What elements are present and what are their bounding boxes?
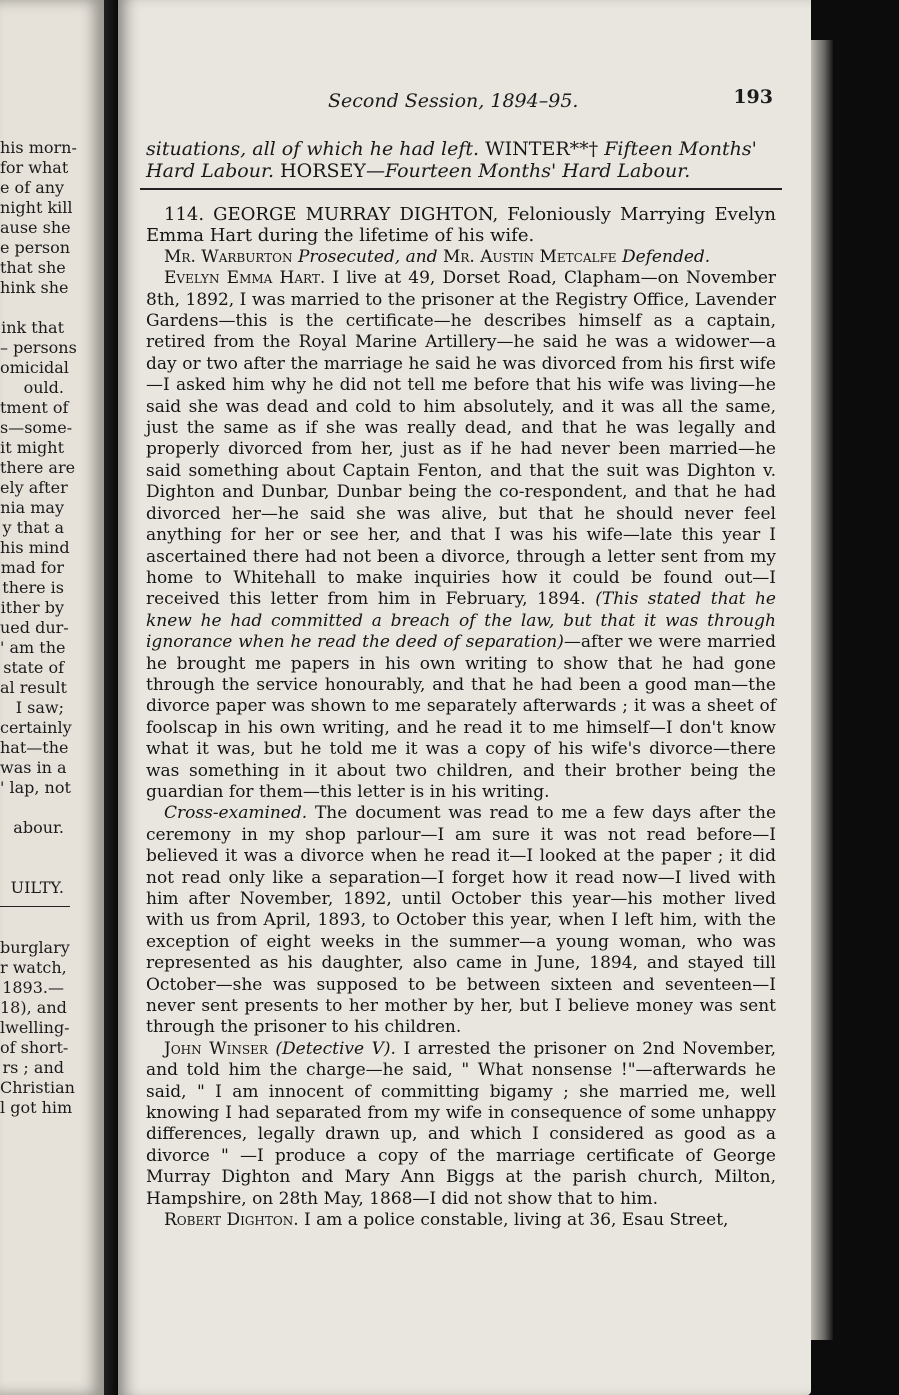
page-number: 193 bbox=[733, 86, 773, 108]
left-page-line bbox=[0, 298, 96, 318]
left-page-line: ' lap, not bbox=[0, 778, 71, 797]
left-page-line: mad for bbox=[0, 558, 64, 577]
left-page-line: there is bbox=[2, 578, 64, 597]
left-page-line: his morn- bbox=[0, 138, 77, 157]
left-page-line: ould. bbox=[23, 378, 64, 397]
testimony-text: I arrested the prisoner on 2nd November, and told him the charge—he said, " What nonsense !"—afterwards he said, " I am innocent of committing bigamy ; she married me, well knowing I had separated from my wife in consequence of some unhappy differences, legally drawn up, and which I considered as good as a divorce " —I produce a copy of the marriage certificate of George Murray Dighton and Mary Ann Biggs at the parish church, Milton, Hampshire, on 28th May, 1868—I did not show that to him. bbox=[146, 1038, 776, 1209]
left-page-line: l got him bbox=[0, 1098, 73, 1117]
left-page-line: 1893.— bbox=[2, 978, 64, 997]
defendant-name: GEORGE MURRAY DIGHTON, bbox=[213, 204, 499, 225]
left-facing-page bbox=[0, 0, 104, 1395]
witness-name: Evelyn Emma Hart. bbox=[164, 268, 326, 289]
left-page-line: state of bbox=[3, 658, 64, 677]
left-page-line: hink she bbox=[0, 278, 69, 297]
testimony-john-winser bbox=[146, 1039, 776, 1210]
left-page-line: rs ; and bbox=[2, 1058, 64, 1077]
witness-name: Robert Dighton. bbox=[164, 1210, 299, 1231]
left-page-line: was in a bbox=[0, 758, 67, 777]
running-header bbox=[118, 86, 811, 118]
page-edge bbox=[811, 40, 833, 1340]
left-page-line: burglary bbox=[0, 938, 70, 957]
case-number: 114. bbox=[164, 204, 205, 225]
left-page-line bbox=[0, 838, 96, 858]
cross-examination-text: The document was read to me a few days after the ceremony in my shop parlour—I am sure it was not read before—I believed it was a divorce when he read it—I looked at the paper ; it did not read only like a separation—I forget how it read now—I lived with him after November, 1892, until October this year—his mother lived with us from April, 1893, to October this year, when I left him, with the exception of eight weeks in the summer—a young woman, who was represented as his daughter, also came in June, 1894, and stayed till October—she was supposed to be between sixteen and seventeen—I never sent presents to her mother by her, but I believe money was sent through the prisoner to his children. bbox=[146, 803, 777, 1038]
left-page-line: that she bbox=[0, 258, 66, 277]
defendant-name-horsey: HORSEY bbox=[280, 160, 366, 182]
case-body bbox=[146, 204, 776, 1232]
left-page-line: of short- bbox=[0, 1038, 69, 1057]
left-page-line: lwelling- bbox=[0, 1018, 70, 1037]
left-page-line: abour. bbox=[13, 818, 64, 837]
testimony-text-continued: —after we were married he brought me papers in his own writing to show that he had gone through the service honourably, and that he had been a good man—the divorce paper was shown to me separately afterwards ; it was a sheet of foolscap in his own writing, and he read it to me himself—I don't know what it was, but he told me it was a copy of his wife's divorce—there was something in it about two children, and their brother being the guardian for them—this letter is in his writing. bbox=[146, 632, 776, 802]
left-page-line bbox=[0, 798, 96, 818]
cross-examination bbox=[146, 803, 776, 1038]
left-page-line: omicidal bbox=[0, 358, 69, 377]
left-page-line: ued dur- bbox=[0, 618, 69, 637]
left-page-line: ink that bbox=[1, 318, 64, 337]
left-page-line: s—some- bbox=[0, 418, 73, 437]
testimony-evelyn-hart bbox=[146, 268, 776, 803]
left-page-line: there are bbox=[0, 458, 76, 477]
left-page-line bbox=[0, 918, 96, 938]
testimony-text: I live at 49, Dorset Road, Clapham—on November 8th, 1892, I was married to the prisoner at the Registry Office, Lavender Gardens—this is the certificate—he describes himself as a captain, retired from the Royal Marine Artillery—he said he was a widower—a day or two after the marriage he said he was divorced from his first wife—I asked him why he did not tell me before that his wife was living—he said she was dead and cold to him absolutely, and it was all the same, just the same as if she was really dead, and that he was legally and properly divorced from her, just as if he had never been married—he said something about Captain Fenton, and that the suit was Dighton v. Dighton and Dunbar, Dunbar being the co-respondent, and that he had divorced her—he said she was alive, but that he should never feel anything for her or see her, and that I was his wife—late this year I ascertained there had not been a divorce, through a letter sent from my home to Whitehall to make inquiries how it could be found out—I received this letter from him in February, 1894. bbox=[146, 268, 777, 610]
left-page-line: certainly bbox=[0, 718, 72, 737]
cross-examined-label: Cross-examined. bbox=[164, 803, 308, 824]
left-page-line: Christian bbox=[0, 1078, 75, 1097]
case-heading bbox=[146, 204, 776, 247]
left-page-rule bbox=[0, 906, 70, 907]
witness-role: (Detective V). bbox=[275, 1038, 396, 1059]
defendant-name-winter: WINTER**† bbox=[485, 138, 599, 160]
left-page-line: ither by bbox=[0, 598, 64, 617]
testimony-robert-dighton bbox=[146, 1210, 776, 1231]
continuation-part-2: Fifteen Months' Hard Labour. bbox=[146, 138, 757, 182]
left-page-line: r watch, bbox=[0, 958, 67, 977]
left-page-line: al result bbox=[0, 678, 67, 697]
letter-summary: (This stated that he knew he had committed a breach of the law, but that it was through ignorance when he read the deed of separation) bbox=[146, 589, 776, 653]
section-rule bbox=[140, 188, 782, 190]
left-page-line: I saw; bbox=[15, 698, 64, 717]
left-page-line: nia may bbox=[0, 498, 64, 517]
left-page-line bbox=[0, 898, 96, 918]
left-page-line: night kill bbox=[0, 198, 73, 217]
left-page-line: his mind bbox=[0, 538, 70, 557]
left-page-line: ause she bbox=[0, 218, 71, 237]
left-page-line: 18), and bbox=[0, 998, 67, 1017]
prosecution-role: Prosecuted, and bbox=[297, 246, 438, 267]
defence-role: Defended. bbox=[621, 246, 711, 267]
left-page-line: it might bbox=[0, 438, 64, 457]
defence-counsel: Mr. Austin Metcalfe bbox=[442, 246, 617, 267]
left-page-line: e person bbox=[0, 238, 71, 257]
counsel-line bbox=[146, 247, 776, 268]
left-page-line: UILTY. bbox=[10, 878, 64, 897]
right-page bbox=[118, 0, 811, 1395]
book-gutter bbox=[104, 0, 118, 1395]
left-page-line: ely after bbox=[0, 478, 68, 497]
left-page-line: for what bbox=[0, 158, 69, 177]
left-page-line: y that a bbox=[2, 518, 64, 537]
charge-text: Feloniously Marrying Evelyn Emma Hart during the lifetime of his wife. bbox=[146, 204, 776, 247]
continuation-part-1: situations, all of which he had left. bbox=[146, 138, 480, 160]
witness-name: John Winser bbox=[164, 1038, 268, 1059]
continuation-part-3: —Fourteen Months' Hard Labour. bbox=[365, 160, 691, 182]
left-page-line: tment of bbox=[0, 398, 69, 417]
left-page-line: e of any bbox=[0, 178, 65, 197]
testimony-text: I am a police constable, living at 36, Esau Street, bbox=[304, 1210, 729, 1231]
running-title: Second Session, 1894–95. bbox=[328, 90, 579, 112]
sentence-continuation bbox=[146, 138, 776, 182]
prosecution-counsel: Mr. Warburton bbox=[164, 246, 293, 267]
left-page-line: hat—the bbox=[0, 738, 69, 757]
left-page-line: ' am the bbox=[0, 638, 66, 657]
left-page-line: – persons bbox=[0, 338, 77, 357]
left-page-text bbox=[0, 138, 96, 1118]
left-page-line bbox=[0, 858, 96, 878]
